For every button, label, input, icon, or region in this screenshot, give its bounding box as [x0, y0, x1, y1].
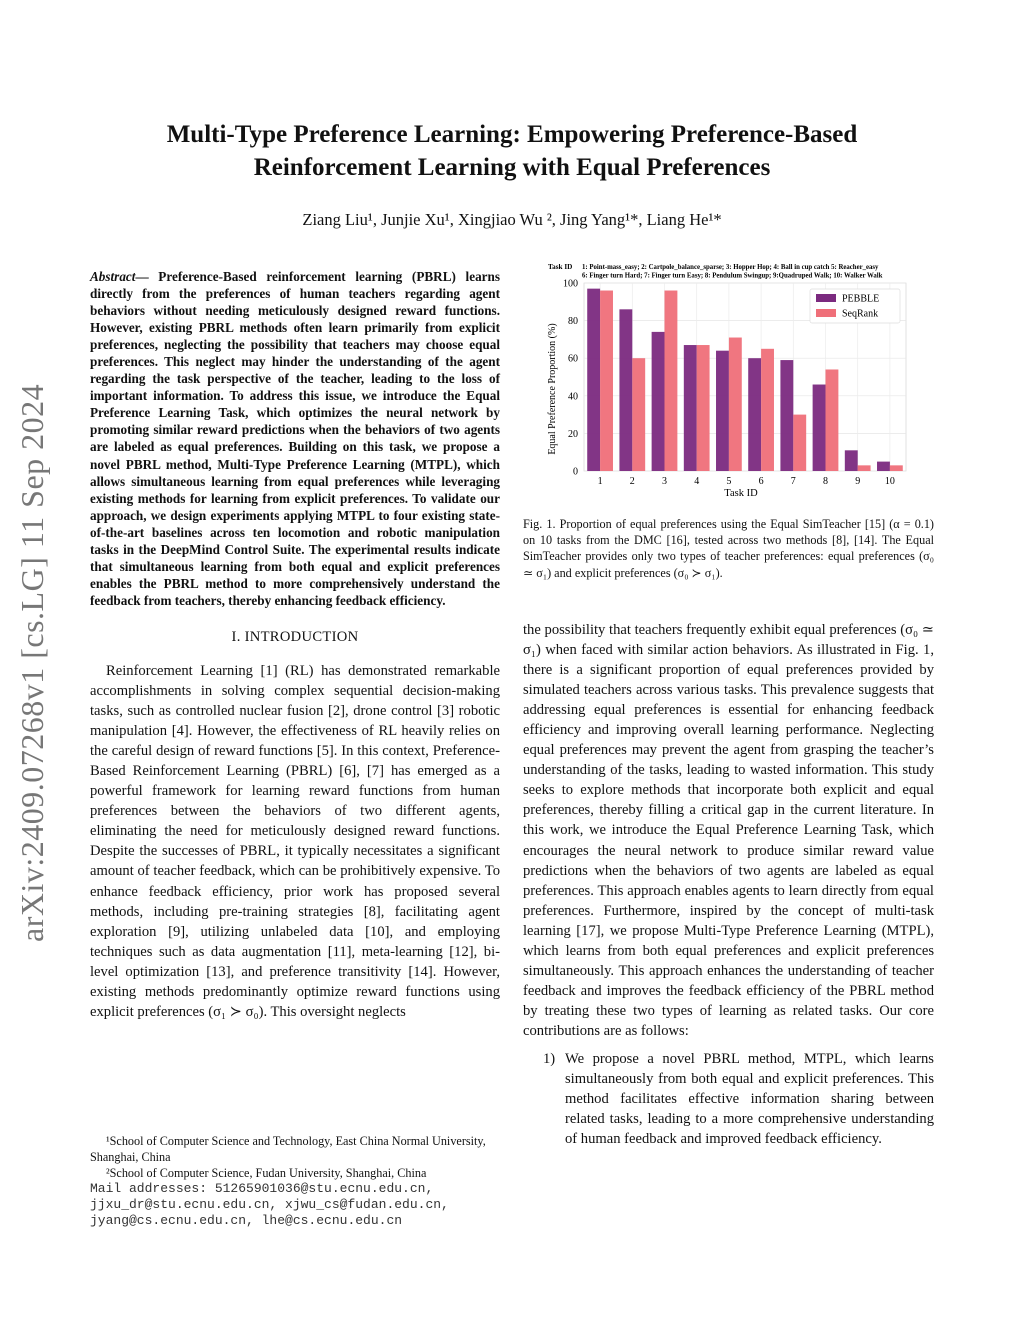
section-heading-introduction: I. INTRODUCTION [231, 628, 359, 645]
arxiv-identifier: arXiv:2409.07268v1 [cs.LG] 11 Sep 2024 [14, 383, 50, 942]
chart-bar-pebble-8 [813, 385, 826, 471]
chart-bar-pebble-10 [877, 462, 890, 471]
chart-bar-pebble-6 [748, 358, 761, 471]
intro-paragraph-left: Reinforcement Learning [1] (RL) has demonstrated remarkable accomplishments in solving complex sequential decision-making tasks, such as controlled nuclear fusion [2], drone control [3] robotic manipulation [4]. However, the effectiveness of RL heavily relies on the careful design of reward functions [5]. In this context, Preference-Based Reinforcement Learning (PBRL) [6], [7] has emerged as a powerful framework for learning reward functions from human preferences between the behaviors of two different agents, eliminating the need for meticulously designed reward functions. Despite the successes of PBRL, it typically necessitates a significant amount of teacher feedback, which can be prohibitively expensive. To enhance feedback efficiency, prior work has proposed several methods, including pre-training strategies [8], facilitating agent exploration [9], utilizing unlabeled data [10], and employing techniques such as data augmentation [11], meta-learning [12], bi-level optimization [13], and preference transitivity [14]. However, existing methods predominantly optimize reward functions using explicit preferences (σ₁ ≻ σ₀). This oversight neglects [90, 662, 500, 1020]
chart-x-axis-label: Task ID [724, 488, 758, 499]
left-column [90, 268, 500, 1022]
chart-y-tick-label: 0 [573, 466, 578, 478]
contribution-item-1 [523, 1049, 934, 1149]
author-list: Ziang Liu¹, Junjie Xu¹, Xingjiao Wu ², Jing Yang¹*, Liang He¹* [302, 210, 722, 229]
right-column [523, 620, 934, 1149]
chart-plot-area [563, 279, 906, 488]
contribution-text: We propose a novel PBRL method, MTPL, which learns simultaneously from both equal and explicit preferences. This method facilitates effective information sharing between related tasks, leading to a more comprehensive understanding of human feedback and improved feedback efficiency. [565, 1050, 934, 1148]
footnote-1: ¹School of Computer Science and Technology, East China Normal University, Shanghai, China [90, 1134, 486, 1164]
chart-task-header-line-1: 1: Point-mass_easy; 2: Cartpole_balance_sparse; 3: Hopper Hop; 4: Ball in cup catch 5: Reacher_easy [582, 264, 879, 271]
bar-chart-figure [540, 259, 940, 504]
chart-bar-pebble-3 [652, 332, 665, 471]
chart-y-tick-label: 40 [568, 391, 578, 403]
chart-y-tick-label: 60 [568, 353, 578, 365]
chart-x-tick-label: 7 [790, 476, 796, 487]
chart-bar-seqrank-6 [761, 349, 774, 471]
mail-line-3: jyang@cs.ecnu.edu.cn, lhe@cs.ecnu.edu.cn [90, 1213, 403, 1228]
chart-bar-seqrank-2 [632, 358, 645, 471]
chart-bar-seqrank-5 [729, 338, 742, 471]
chart-x-tick-label: 8 [823, 476, 828, 487]
chart-legend-label-pebble: PEBBLE [842, 293, 880, 305]
chart-x-tick-label: 3 [662, 476, 667, 487]
chart-x-tick-label: 10 [884, 476, 895, 487]
chart-y-axis-label: Equal Preference Proportion (%) [547, 323, 558, 455]
chart-bar-pebble-4 [684, 345, 697, 471]
chart-bar-seqrank-8 [826, 369, 839, 471]
chart-bar-seqrank-3 [665, 291, 678, 471]
figure-caption: Fig. 1. Proportion of equal preferences using the Equal SimTeacher [15] (α = 0.1) on 10 tasks from the DMC [16], tested across two methods [8], [14]. The Equal SimTeacher provides only two types of teacher preferences: equal preferences (σ₀ ≃ σ₁) and explicit preferences (σ₀ ≻ σ₁). [523, 517, 934, 580]
mail-line-2: jjxu_dr@stu.ecnu.edu.cn, xjwu_cs@fudan.edu.cn, [90, 1197, 449, 1212]
footnotes [90, 1133, 500, 1229]
chart-x-tick-label: 4 [694, 476, 700, 487]
title-line-2: Reinforcement Learning with Equal Preferences [253, 154, 771, 181]
chart-legend-swatch-seqrank [816, 309, 836, 317]
chart-y-tick-label: 100 [563, 278, 578, 290]
chart-x-tick-label: 5 [726, 476, 732, 487]
chart-legend-swatch-pebble [816, 294, 836, 302]
mail-line-1: Mail addresses: 51265901036@stu.ecnu.edu.cn, [90, 1181, 434, 1196]
chart-bar-pebble-5 [716, 351, 729, 471]
chart-bar-seqrank-7 [793, 415, 806, 471]
footnote-2: ²School of Computer Science, Fudan University, Shanghai, China [106, 1166, 427, 1180]
chart-bar-seqrank-9 [858, 465, 871, 471]
intro-paragraph-right: the possibility that teachers frequently exhibit equal preferences (σ₀ ≃ σ₁) when faced with similar action behaviors. As illustrated in Fig. 1, there is a significant proportion of equal preferences provided by simulated teachers across various tasks. This prevalence suggests that addressing equal preferences is essential for enhancing feedback efficiency and improving overall learning performance. Neglecting equal preferences may prevent the agent from grasping the teacher’s understanding of the tasks, leading to wasted information. This study seeks to explore methods that incorporate both explicit and equal preferences, thereby filling a critical gap in the current literature. In this work, we introduce the Equal Preference Learning Task, which encourages the neural network to produce similar reward value predictions when the behaviors of two agents are labeled as equal preferences. This approach enables agents to learn directly from equal preferences. Furthermore, inspired by the concept of multi-task learning [17], we propose Multi-Type Preference Learning (MTPL), which learns from both equal preferences and explicit preferences simultaneously. This approach enhances the understanding of teacher feedback and improves the feedback efficiency of the PBRL method by treating these two types of learning as related tasks. Our core contributions are as follows: [523, 622, 934, 1039]
paper-title [100, 118, 924, 184]
chart-bar-pebble-1 [587, 289, 600, 471]
chart-x-tick-label: 9 [855, 476, 861, 487]
chart-bar-pebble-2 [619, 309, 632, 471]
chart-bar-pebble-7 [780, 360, 793, 471]
title-line-1: Multi-Type Preference Learning: Empowering Preference-Based [166, 121, 858, 148]
chart-legend-label-seqrank: SeqRank [842, 308, 879, 320]
chart-bar-seqrank-1 [600, 291, 613, 471]
chart-bar-seqrank-4 [697, 345, 710, 471]
chart-task-header-line-2: 6: Finger turn Hard; 7: Finger turn Easy; 8: Pendulum Swingup; 9:Quadruped Walk; 10: Walker Walk [582, 272, 883, 280]
chart-task-header-label: Task ID [548, 263, 573, 271]
chart-y-tick-label: 80 [568, 316, 578, 328]
abstract-label: Abstract [90, 269, 136, 284]
chart-x-tick-label: 1 [597, 476, 603, 487]
chart-x-tick-label: 2 [629, 476, 635, 487]
contribution-number: 1) [543, 1050, 556, 1067]
abstract-text: — Preference-Based reinforcement learning (PBRL) learns directly from the preferences of human teachers regarding agent behaviors without needing meticulously designed reward functions. However, existing PBRL methods often learn primarily from explicit preferences, neglecting the possibility that teachers may choose equal preferences. This neglect may hinder the understanding of the agent regarding the task perspective of the teacher, leading to the loss of important information. To address this issue, we introduce the Equal Preference Learning Task, which optimizes the neural network by promoting similar reward predictions when the behaviors of two agents are labeled as equal preferences. Building on this task, we propose a novel PBRL method, Multi-Type Preference Learning (MTPL), which allows simultaneous learning from equal preferences while leveraging existing methods for learning from explicit preferences. To validate our approach, we design experiments applying MTPL to four existing state-of-the-art baselines across ten locomotion and robotic manipulation tasks in the DeepMind Control Suite. The experimental results indicate that simultaneous learning from both equal and explicit preferences enables the PBRL method to more comprehensively understand the feedback from teachers, thereby enhancing feedback efficiency. [90, 269, 500, 608]
chart-bar-pebble-9 [845, 450, 858, 471]
chart-bar-seqrank-10 [890, 465, 903, 471]
chart-x-tick-label: 6 [758, 476, 764, 487]
chart-y-tick-label: 20 [568, 428, 578, 440]
abstract [90, 268, 500, 609]
